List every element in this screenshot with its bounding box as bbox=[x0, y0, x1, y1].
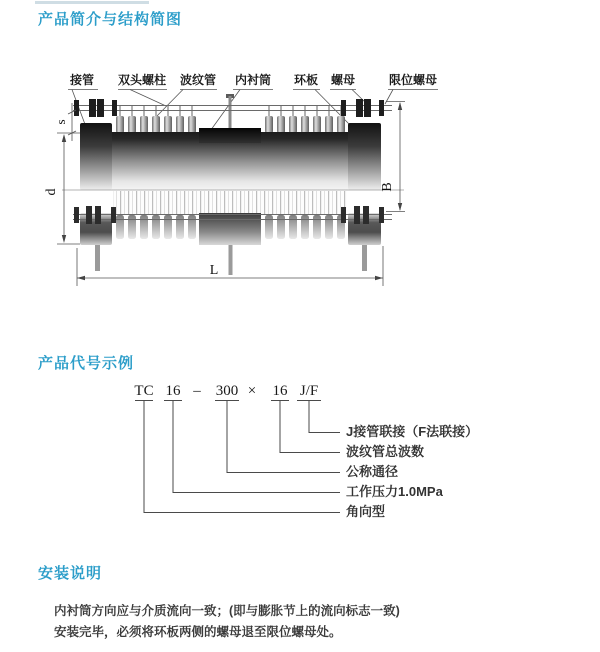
code-part-pressure: 16 bbox=[165, 383, 181, 399]
dim-label-s: s bbox=[53, 119, 68, 125]
code-part-diameter: 300 bbox=[215, 383, 239, 399]
legend-type: 角向型 bbox=[346, 504, 386, 519]
end-pipe-left bbox=[80, 123, 112, 190]
end-pipe-right bbox=[348, 123, 381, 190]
install-note-line2: 安装完毕，必须将环板两侧的螺母退至限位螺母处。 bbox=[54, 625, 342, 639]
diagram-part-labels bbox=[69, 72, 437, 87]
code-connector-lines bbox=[0, 395, 600, 520]
stud-end-right bbox=[362, 245, 367, 271]
legend-waves: 波纹管总波数 bbox=[346, 444, 425, 459]
dimension-s bbox=[53, 103, 76, 141]
bellows-upper bbox=[116, 94, 345, 133]
joint-body-upper bbox=[80, 123, 381, 190]
joint-body-lower bbox=[80, 191, 381, 275]
part-label-huanban: 环板 bbox=[293, 73, 319, 87]
code-part-connection: J/F bbox=[299, 383, 319, 399]
code-separator-times: × bbox=[247, 383, 257, 399]
dimension-d bbox=[44, 133, 80, 244]
part-label-xianweiluomu: 限位螺母 bbox=[388, 73, 438, 87]
section-heading-install: 安装说明 bbox=[38, 565, 103, 582]
part-label-jieguan: 接管 bbox=[69, 73, 95, 87]
code-part-type: TC bbox=[134, 383, 154, 399]
legend-connection: J接管联接（F法联接） bbox=[346, 424, 479, 439]
install-note-line1: 内衬筒方向应与介质流向一致；(即与膨胀节上的流向标志一致) bbox=[54, 604, 400, 618]
code-part-waves: 16 bbox=[272, 383, 288, 399]
stud-end-center bbox=[229, 245, 233, 275]
part-label-shuangtouluozhu: 双头螺柱 bbox=[117, 73, 167, 87]
legend-diameter: 公称通径 bbox=[346, 464, 399, 479]
bellows-edge-lines bbox=[113, 191, 347, 214]
section-heading-code: 产品代号示例 bbox=[38, 355, 135, 372]
dimension-b bbox=[380, 102, 405, 212]
inner-liner-band bbox=[199, 128, 261, 143]
dim-label-b: B bbox=[380, 182, 395, 192]
code-separator-dash: – bbox=[193, 383, 201, 399]
part-label-bowenguan: 波纹管 bbox=[179, 73, 217, 87]
dim-label-l: L bbox=[209, 263, 219, 278]
section-heading-intro: 产品简介与结构简图 bbox=[38, 11, 183, 28]
part-label-luomu: 螺母 bbox=[330, 73, 356, 87]
legend-pressure: 工作压力1.0MPa bbox=[346, 484, 443, 499]
page-edge-artifact bbox=[35, 1, 149, 4]
part-label-neichentong: 内衬筒 bbox=[234, 73, 272, 87]
inner-liner-band-lower bbox=[199, 213, 261, 245]
dim-label-d: d bbox=[44, 188, 59, 196]
structure-diagram bbox=[0, 60, 600, 310]
stud-end-left bbox=[95, 245, 100, 271]
